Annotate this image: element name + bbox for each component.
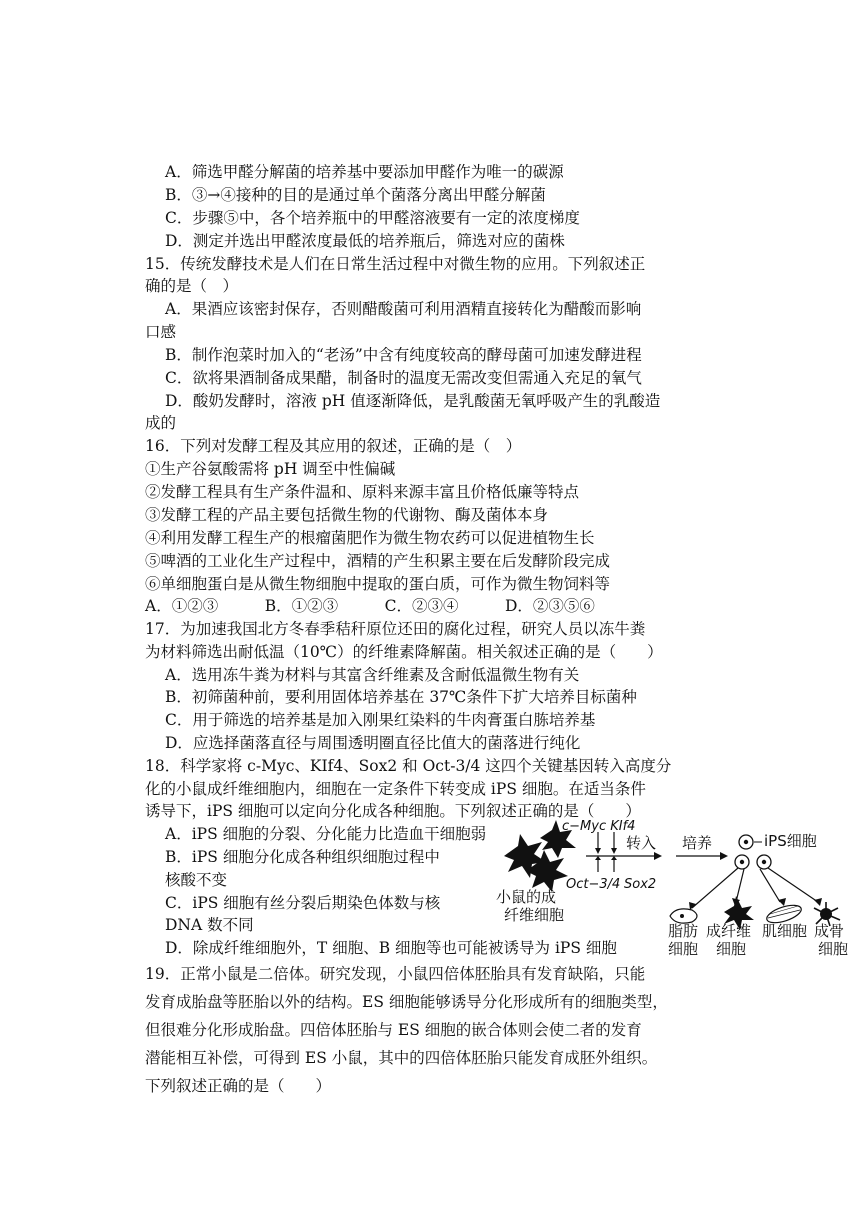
fig-fibro-label-1: 成纤维 — [706, 922, 752, 940]
q15-option-d: D．酸奶发酵时，溶液 pH 值逐渐降低，是乳酸菌无氧呼吸产生的乳酸造 — [165, 392, 661, 410]
fig-bone-label-1: 成骨 — [814, 922, 845, 940]
q18-option-d: D．除成纤维细胞外，T 细胞、B 细胞等也可能被诱导为 iPS 细胞 — [165, 939, 617, 957]
fig-fibro-label-2: 细胞 — [716, 940, 747, 956]
fig-transfer-label: 转入 — [626, 834, 657, 852]
q15-option-a-cont: 口感 — [145, 323, 177, 341]
fig-bone-label-2: 细胞 — [818, 940, 849, 956]
q17-stem: 17．为加速我国北方冬春季秸秆原位还田的腐化过程，研究人员以冻牛粪 — [145, 620, 646, 638]
fig-gene-label-oct: Oct−3/4 — [566, 877, 621, 892]
q15-stem: 15．传统发酵技术是人们在日常生活过程中对微生物的应用。下列叙述正 — [145, 255, 646, 273]
fig-culture-label: 培养 — [682, 834, 713, 852]
q19-line-5: 下列叙述正确的是（ ） — [145, 1077, 332, 1095]
fig-gene-label-sox: Sox2 — [624, 877, 657, 892]
q16-statement-1: ①生产谷氨酸需将 pH 调至中性偏碱 — [145, 460, 396, 478]
q16-options: A．①②③ B．①②③ C．②③④ D．②③⑤⑥ — [145, 597, 595, 615]
q18-stem-cont-2: 诱导下，iPS 细胞可以定向分化成各种细胞。下列叙述正确的是（ ） — [145, 802, 641, 820]
q14-option-a: A．筛选甲醛分解菌的培养基中要添加甲醛作为唯一的碳源 — [165, 163, 564, 181]
ips-diagram — [496, 816, 851, 956]
fat-cell-icon — [670, 909, 697, 923]
q15-option-a: A．果酒应该密封保存，否则醋酸菌可利用酒精直接转化为醋酸而影响 — [165, 300, 642, 318]
q15-option-c: C．欲将果酒制备成果醋，制备时的温度无需改变但需通入充足的氧气 — [165, 369, 642, 387]
q18-option-b: B．iPS 细胞分化成各种组织细胞过程中 — [165, 848, 440, 866]
q14-option-d: D．测定并选出甲醛浓度最低的培养瓶后，筛选对应的菌株 — [165, 232, 565, 250]
q14-option-b: B．③→④接种的目的是通过单个菌落分离出甲醛分解菌 — [165, 186, 546, 204]
fig-fat-label-1: 脂肪 — [668, 922, 699, 940]
q17-option-d: D．应选择菌落直径与周围透明圈直径比值大的菌落进行纯化 — [165, 734, 581, 752]
q19-line-2: 发育成胎盘等胚胎以外的结构。ES 细胞能够诱导分化形成所有的细胞类型， — [145, 993, 668, 1011]
q18-option-b-cont: 核酸不变 — [165, 871, 228, 889]
q17-option-b: B．初筛菌种前，要利用固体培养基在 37℃条件下扩大培养目标菌种 — [165, 688, 637, 706]
fig-source-label-1: 小鼠的成 — [496, 888, 557, 906]
q16-stem: 16．下列对发酵工程及其应用的叙述，正确的是（ ） — [145, 437, 522, 455]
fig-ips-label: iPS细胞 — [764, 832, 817, 850]
fig-muscle-label: 肌细胞 — [762, 922, 808, 940]
fig-fat-label-2: 细胞 — [668, 940, 699, 956]
fig-source-label-2: 纤维细胞 — [504, 906, 565, 924]
q16-statement-5: ⑤啤酒的工业化生产过程中，酒精的产生积累主要在后发酵阶段完成 — [145, 552, 611, 570]
q19-line-1: 19．正常小鼠是二倍体。研究发现，小鼠四倍体胚胎具有发育缺陷，只能 — [145, 965, 646, 983]
fig-gene-label-top: c−Myc KIf4 — [562, 819, 636, 834]
q18-option-c-cont: DNA 数不同 — [165, 916, 254, 934]
q17-option-a: A．选用冻牛粪为材料与其富含纤维素及含耐低温微生物有关 — [165, 666, 580, 684]
q19-line-3: 但很难分化形成胎盘。四倍体胚胎与 ES 细胞的嵌合体则会使二者的发育 — [145, 1021, 642, 1039]
q18-option-a: A．iPS 细胞的分裂、分化能力比造血干细胞弱 — [165, 825, 487, 843]
q16-statement-2: ②发酵工程具有生产条件温和、原料来源丰富且价格低廉等特点 — [145, 483, 580, 501]
q18-stem-cont-1: 化的小鼠成纤维细胞内，细胞在一定条件下转变成 iPS 细胞。在适当条件 — [145, 780, 646, 798]
q16-statement-3: ③发酵工程的产品主要包括微生物的代谢物、酶及菌体本身 — [145, 506, 549, 524]
q14-option-c: C．步骤⑤中，各个培养瓶中的甲醛溶液要有一定的浓度梯度 — [165, 209, 580, 227]
q15-option-b: B．制作泡菜时加入的“老汤”中含有纯度较高的酵母菌可加速发酵进程 — [165, 346, 642, 364]
q15-stem-cont: 确的是（ ） — [145, 277, 239, 295]
q16-statement-4: ④利用发酵工程生产的根瘤菌肥作为微生物农药可以促进植物生长 — [145, 529, 595, 547]
q19-line-4: 潜能相互补偿，可得到 ES 小鼠，其中的四倍体胚胎只能发育成胚外组织。 — [145, 1049, 658, 1067]
q15-option-d-cont: 成的 — [145, 414, 177, 432]
q18-option-c: C．iPS 细胞有丝分裂后期染色体数与核 — [165, 894, 441, 912]
q18-stem: 18．科学家将 c-Myc、KIf4、Sox2 和 Oct-3/4 这四个关键基因转入高度分 — [145, 757, 672, 775]
q17-option-c: C．用于筛选的培养基是加入刚果红染料的牛肉膏蛋白胨培养基 — [165, 711, 596, 729]
q16-statement-6: ⑥单细胞蛋白是从微生物细胞中提取的蛋白质，可作为微生物饲料等 — [145, 575, 611, 593]
q17-stem-cont: 为材料筛选出耐低温（10℃）的纤维素降解菌。相关叙述正确的是（ ） — [145, 643, 663, 661]
